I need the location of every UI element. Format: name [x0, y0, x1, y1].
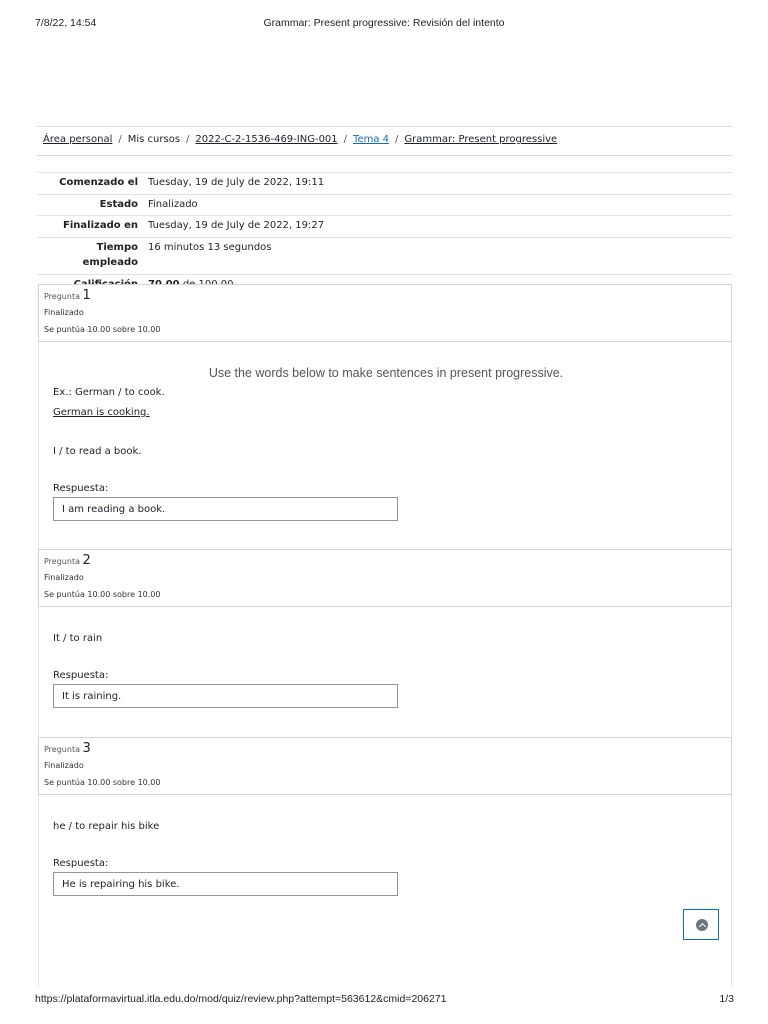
question-1-content — [38, 342, 732, 549]
summary-row-started — [37, 173, 732, 195]
question-1-example-answer: German is cooking. — [53, 407, 150, 418]
print-date: 7/8/22, 14:54 — [35, 17, 97, 29]
question-2-state: Finalizado — [44, 573, 84, 582]
breadcrumb-tema[interactable]: Tema 4 — [353, 134, 390, 145]
question-3-number: Pregunta 3 — [44, 741, 91, 756]
question-1-instruction: Use the words below to make sentences in present progressive. — [208, 366, 564, 380]
state-value: Finalizado — [143, 194, 732, 216]
question-1-response-label: Respuesta: — [53, 483, 109, 494]
time-label — [37, 237, 143, 274]
question-3-response-label: Respuesta: — [53, 858, 109, 869]
question-2-answer-field[interactable]: It is raining. — [53, 684, 398, 708]
breadcrumb-area-personal[interactable]: Área personal — [43, 134, 113, 145]
breadcrumb-separator: / — [395, 134, 399, 145]
breadcrumb-separator: / — [186, 134, 190, 145]
breadcrumb-separator: / — [343, 134, 348, 145]
question-3-prompt: he / to repair his bike — [53, 821, 160, 832]
breadcrumb-bar — [37, 126, 732, 156]
question-2-info — [38, 549, 732, 607]
attempt-summary-table — [37, 172, 732, 296]
question-2-content — [38, 607, 732, 737]
started-label: Comenzado el — [37, 173, 143, 195]
question-2-response-label: Respuesta: — [53, 670, 109, 681]
question-3-content — [38, 795, 732, 987]
question-1-info — [38, 284, 732, 342]
question-1-number: Pregunta 1 — [44, 288, 91, 303]
question-2-prompt: It / to rain — [53, 633, 103, 644]
back-to-top-button[interactable] — [683, 909, 719, 940]
breadcrumb — [43, 134, 557, 145]
state-label: Estado — [37, 194, 143, 216]
summary-row-state — [37, 194, 732, 216]
breadcrumb-separator: / — [118, 134, 122, 145]
breadcrumb-course[interactable]: 2022-C-2-1536-469-ING-001 — [195, 134, 338, 145]
print-url: https://plataformavirtual.itla.edu.do/mod/quiz/review.php?attempt=563612&cmid=206271 — [35, 993, 447, 1005]
print-header — [0, 17, 768, 31]
question-1-answer-field[interactable]: I am reading a book. — [53, 497, 398, 521]
summary-row-finished — [37, 216, 732, 238]
question-1-grade: Se puntúa 10.00 sobre 10.00 — [44, 325, 161, 334]
started-value: Tuesday, 19 de July de 2022, 19:11 — [143, 173, 732, 195]
breadcrumb-quiz[interactable]: Grammar: Present progressive — [404, 134, 558, 145]
question-3-answer-field[interactable]: He is repairing his bike. — [53, 872, 398, 896]
question-1-prompt: I / to read a book. — [53, 446, 142, 457]
finished-value: Tuesday, 19 de July de 2022, 19:27 — [143, 216, 732, 238]
question-2-number: Pregunta 2 — [44, 553, 91, 568]
time-value: 16 minutos 13 segundos — [143, 237, 732, 274]
chevron-up-circle-icon — [696, 919, 708, 931]
time-label-line1: Tiempo — [96, 241, 138, 253]
question-2-grade: Se puntúa 10.00 sobre 10.00 — [44, 590, 161, 599]
print-footer — [0, 993, 768, 1007]
print-page-number: 1/3 — [719, 993, 734, 1005]
breadcrumb-mis-cursos: Mis cursos — [127, 134, 181, 145]
question-3-info — [38, 737, 732, 795]
summary-row-time — [37, 237, 732, 274]
question-3-grade: Se puntúa 10.00 sobre 10.00 — [44, 778, 161, 787]
question-1-state: Finalizado — [44, 308, 84, 317]
time-label-line2: empleado — [82, 257, 138, 268]
question-1-example-prompt: Ex.: German / to cook. — [53, 387, 165, 398]
finished-label: Finalizado en — [37, 216, 143, 238]
question-3-state: Finalizado — [44, 761, 84, 770]
print-document-title: Grammar: Present progressive: Revisión del intento — [263, 17, 505, 29]
